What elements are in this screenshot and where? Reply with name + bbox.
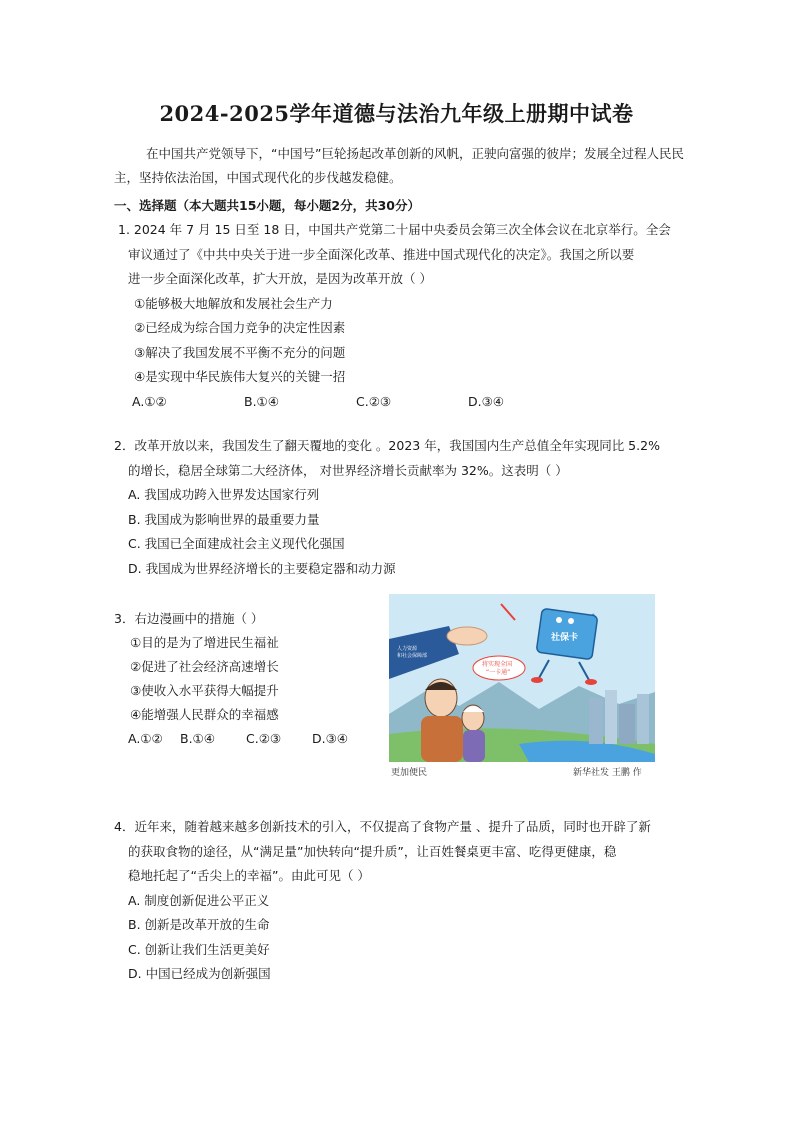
sleeve-text: 人力资源 (397, 646, 418, 652)
q2-stem-line: 的增长，稳居全球第二大经济体， 对世界经济增长贡献率为 32%。这表明（ ） (128, 462, 568, 478)
question-2 (114, 434, 704, 581)
q2-option-a[interactable]: A. 我国成功跨入世界发达国家行列 (128, 487, 320, 502)
page-title: 2024-2025学年道德与法治九年级上册期中试卷 (159, 101, 634, 126)
q1-choices (118, 390, 698, 415)
question-1 (118, 218, 698, 414)
q4-option-c[interactable]: C. 创新让我们生活更美好 (128, 941, 270, 957)
q4-stem-line: 4．近年来，随着越来越多创新技术的引入，不仅提高了食物产量 、提升了品质，同时也开辟了新 (114, 819, 651, 834)
q3-choice-d[interactable]: D.③④ (312, 731, 349, 746)
q2-option-d[interactable]: D. 我国成为世界经济增长的主要稳定器和动力源 (128, 560, 396, 576)
q3-item: ④能增强人民群众的幸福感 (130, 707, 279, 722)
q1-choice-b[interactable]: B.①④ (244, 393, 279, 409)
q3-choice-c[interactable]: C.②③ (246, 731, 282, 746)
q1-item: ③解决了我国发展不平衡不充分的问题 (134, 344, 346, 360)
q3-item: ③使收入水平获得大幅提升 (130, 683, 279, 698)
social-security-cartoon (389, 594, 655, 778)
q4-stem-line: 的获取食物的途径，从“满足量”加快转向“提升质”，让百姓餐桌更丰富、吃得更健康，稳 (128, 843, 617, 859)
card-text: 社保卡 (551, 633, 579, 643)
q1-item: ②已经成为综合国力竞争的决定性因素 (134, 320, 346, 335)
question-4 (114, 815, 704, 987)
q1-choice-c[interactable]: C.②③ (356, 393, 392, 409)
q3-choices (114, 727, 384, 751)
q1-stem-line: 1. 2024 年 7 月 15 日至 18 日，中国共产党第二十届中央委员会第三次全体会议在北京举行。全会 (118, 222, 671, 237)
q2-option-c[interactable]: C. 我国已全面建成社会主义现代化强国 (128, 536, 345, 551)
caption-left: 更加便民 (391, 768, 428, 778)
caption-right: 新华社发 王鹏 作 (573, 768, 642, 778)
q3-item: ②促进了社会经济高速增长 (130, 659, 279, 674)
q1-stem-line: 进一步全面深化改革，扩大开放，是因为改革开放（ ） (128, 271, 432, 286)
bubble-text: 将实现全国 (482, 661, 513, 668)
bubble-text: “一卡通” (486, 669, 511, 676)
q2-stem-line: 2．改革开放以来，我国发生了翻天覆地的变化 。2023 年，我国国内生产总值全年实现同比 5.2% (114, 438, 660, 453)
intro-paragraph: 在中国共产党领导下，“中国号”巨轮扬起改革创新的风帆，正驶向富强的彼岸；发展全过程人民民主，坚持依法治国，中国式现代化的步伐越发稳健。 (114, 146, 684, 185)
q4-option-d[interactable]: D. 中国已经成为创新强国 (128, 966, 271, 981)
q1-item: ④是实现中华民族伟大复兴的关键一招 (134, 369, 346, 384)
q4-option-a[interactable]: A. 制度创新促进公平正义 (128, 892, 270, 908)
q1-choice-d[interactable]: D.③④ (468, 393, 505, 409)
q3-choice-b[interactable]: B.①④ (180, 731, 215, 746)
q2-option-b[interactable]: B. 我国成为影响世界的最重要力量 (128, 511, 320, 527)
q1-choice-a[interactable]: A.①② (132, 393, 167, 409)
q1-item: ①能够极大地解放和发展社会生产力 (134, 295, 333, 311)
question-3 (114, 607, 384, 751)
q1-stem-line: 审议通过了《中共中央关于进一步全面深化改革、推进中国式现代化的决定》。我国之所以要 (128, 246, 635, 262)
q3-choice-a[interactable]: A.①② (128, 731, 163, 746)
section-heading: 一、选择题（本大题共15小题，每小题2分，共30分） (114, 198, 420, 213)
q3-stem: 3．右边漫画中的措施（ ） (114, 611, 264, 626)
q4-stem-line: 稳地托起了“舌尖上的幸福”。由此可见（ ） (128, 868, 370, 883)
q3-item: ①目的是为了增进民生福祉 (130, 635, 279, 650)
sleeve-text: 和社会保障部 (397, 653, 428, 659)
q4-option-b[interactable]: B. 创新是改革开放的生命 (128, 917, 270, 932)
